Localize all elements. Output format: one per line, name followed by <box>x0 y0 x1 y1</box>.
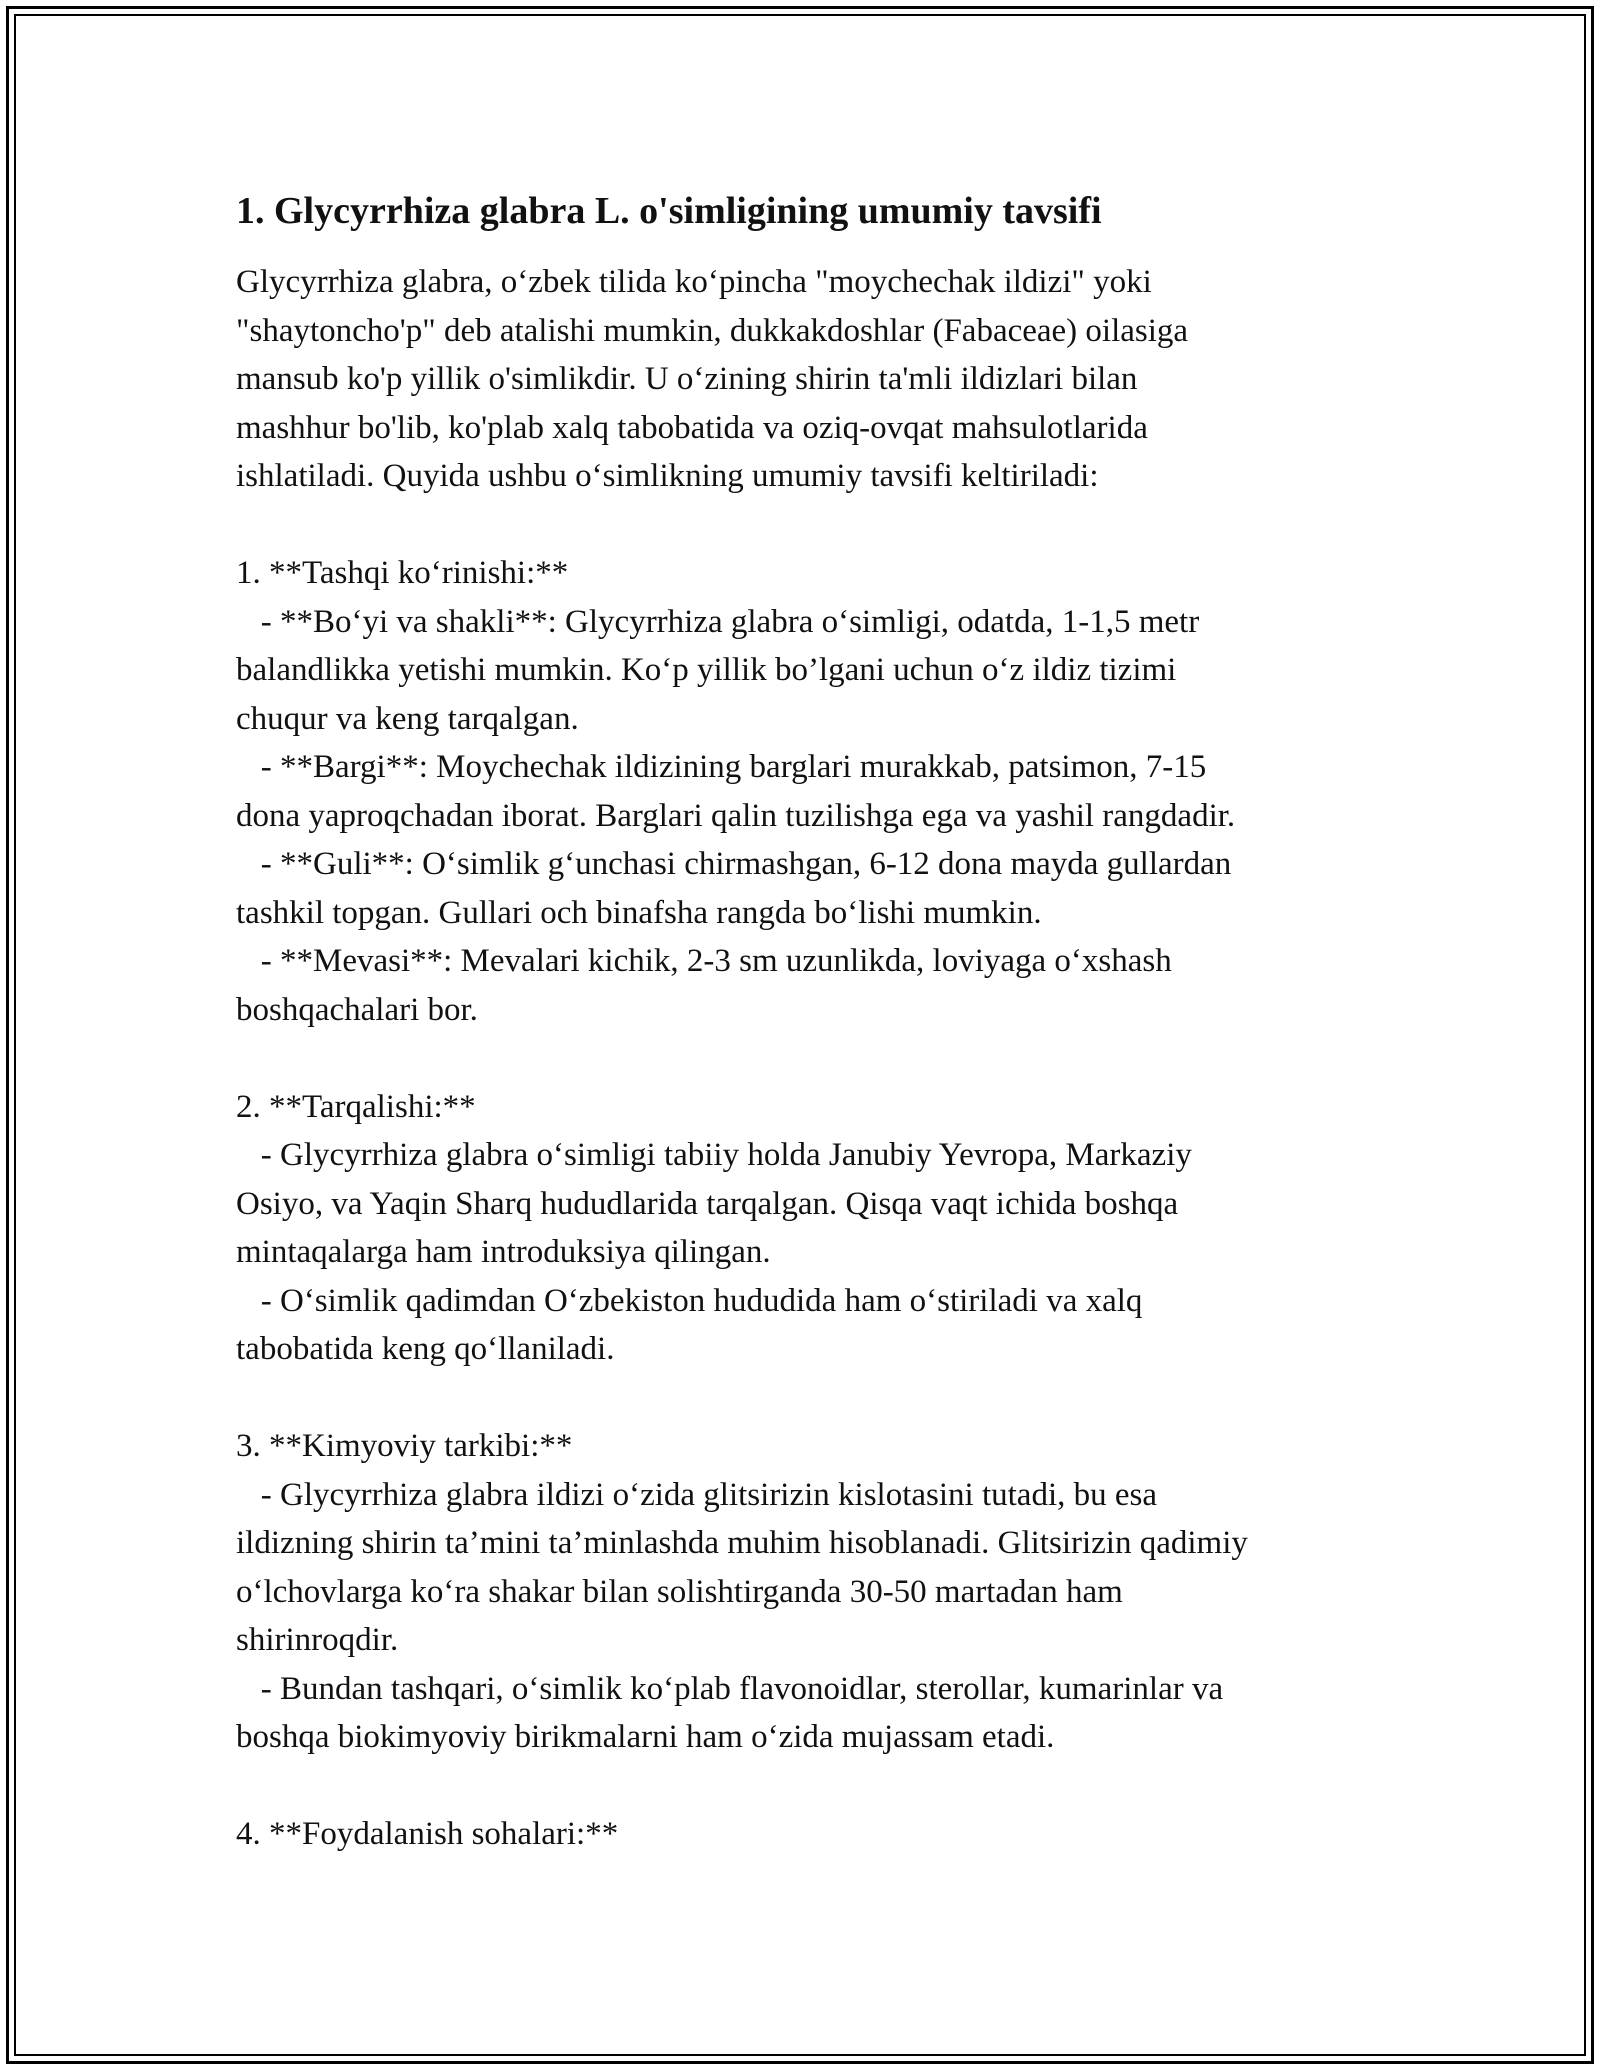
text-line: mashhur bo'lib, ko'plab xalq tabobatida va oziq-ovqat mahsulotlarida <box>236 409 1148 446</box>
text-line: - **Mevasi**: Mevalari kichik, 2-3 sm uzunlikda, loviyaga o‘xshash <box>236 943 1172 979</box>
document-body <box>236 186 1376 1859</box>
text-line: chuqur va keng tarqalgan. <box>236 700 579 737</box>
text-line: "shaytoncho'p" deb atalishi mumkin, dukkakdoshlar (Fabaceae) oilasiga <box>236 312 1189 349</box>
text-line: - O‘simlik qadimdan O‘zbekiston hududida ham o‘stiriladi va xalq <box>236 1282 1143 1319</box>
text-line: Osiyo, va Yaqin Sharq hududlarida tarqalgan. Qisqa vaqt ichida boshqa <box>236 1185 1179 1222</box>
text-line: dona yaproqchadan iborat. Barglari qalin tuzilishga ega va yashil rangdadir. <box>236 797 1236 834</box>
section-uses <box>236 1810 1376 1859</box>
intro-paragraph <box>236 258 1376 501</box>
text-line: boshqachalari bor. <box>236 991 478 1028</box>
section-title: 3. **Kimyoviy tarkibi:** <box>236 1428 573 1464</box>
text-line: - Glycyrrhiza glabra o‘simligi tabiiy holda Janubiy Yevropa, Markaziy <box>236 1137 1192 1173</box>
text-line: tashkil topgan. Gullari och binafsha rangda bo‘lishi mumkin. <box>236 894 1042 931</box>
text-line: - **Bargi**: Moychechak ildizining barglari murakkab, patsimon, 7-15 <box>236 749 1207 785</box>
text-line: boshqa biokimyoviy birikmalarni ham o‘zida mujassam etadi. <box>236 1719 1055 1755</box>
text-line: Glycyrrhiza glabra, o‘zbek tilida ko‘pincha "moychechak ildizi" yoki <box>236 264 1152 300</box>
text-line: - Bundan tashqari, o‘simlik ko‘plab flavonoidlar, sterollar, kumarinlar va <box>236 1670 1224 1707</box>
blank-line <box>236 1762 1376 1811</box>
blank-line <box>236 501 1376 550</box>
text-line: ishlatiladi. Quyida ushbu o‘simlikning umumiy tavsifi keltiriladi: <box>236 458 1099 494</box>
blank-line <box>236 1374 1376 1423</box>
text-line: - Glycyrrhiza glabra ildizi o‘zida glitsirizin kislotasini tutadi, bu esa <box>236 1476 1158 1513</box>
text-line: o‘lchovlarga ko‘ra shakar bilan solishtirganda 30-50 martadan ham <box>236 1573 1123 1610</box>
document-heading: 1. Glycyrrhiza glabra L. o'simligining umumiy tavsifi <box>236 190 1102 232</box>
text-line: - **Bo‘yi va shakli**: Glycyrrhiza glabra o‘simligi, odatda, 1-1,5 metr <box>236 603 1200 640</box>
text-line: ildizning shirin ta’mini ta’minlashda muhim hisoblanadi. Glitsirizin qadimiy <box>236 1525 1248 1561</box>
section-appearance <box>236 549 1376 1034</box>
section-title: 2. **Tarqalishi:** <box>236 1088 476 1125</box>
section-distribution <box>236 1083 1376 1374</box>
section-title: 4. **Foydalanish sohalari:** <box>236 1816 619 1852</box>
blank-line <box>236 1034 1376 1083</box>
text-line: mansub ko'p yillik o'simlikdir. U o‘zining shirin ta'mli ildizlari bilan <box>236 361 1138 397</box>
section-chemistry <box>236 1422 1376 1762</box>
text-line: mintaqalarga ham introduksiya qilingan. <box>236 1234 771 1270</box>
section-title: 1. **Tashqi ko‘rinishi:** <box>236 555 569 591</box>
text-line: - **Guli**: O‘simlik g‘unchasi chirmashgan, 6-12 dona mayda gullardan <box>236 846 1232 882</box>
text-line: balandlikka yetishi mumkin. Ko‘p yillik bo’lgani uchun o‘z ildiz tizimi <box>236 652 1177 688</box>
text-line: tabobatida keng qo‘llaniladi. <box>236 1331 615 1367</box>
text-line: shirinroqdir. <box>236 1622 399 1658</box>
